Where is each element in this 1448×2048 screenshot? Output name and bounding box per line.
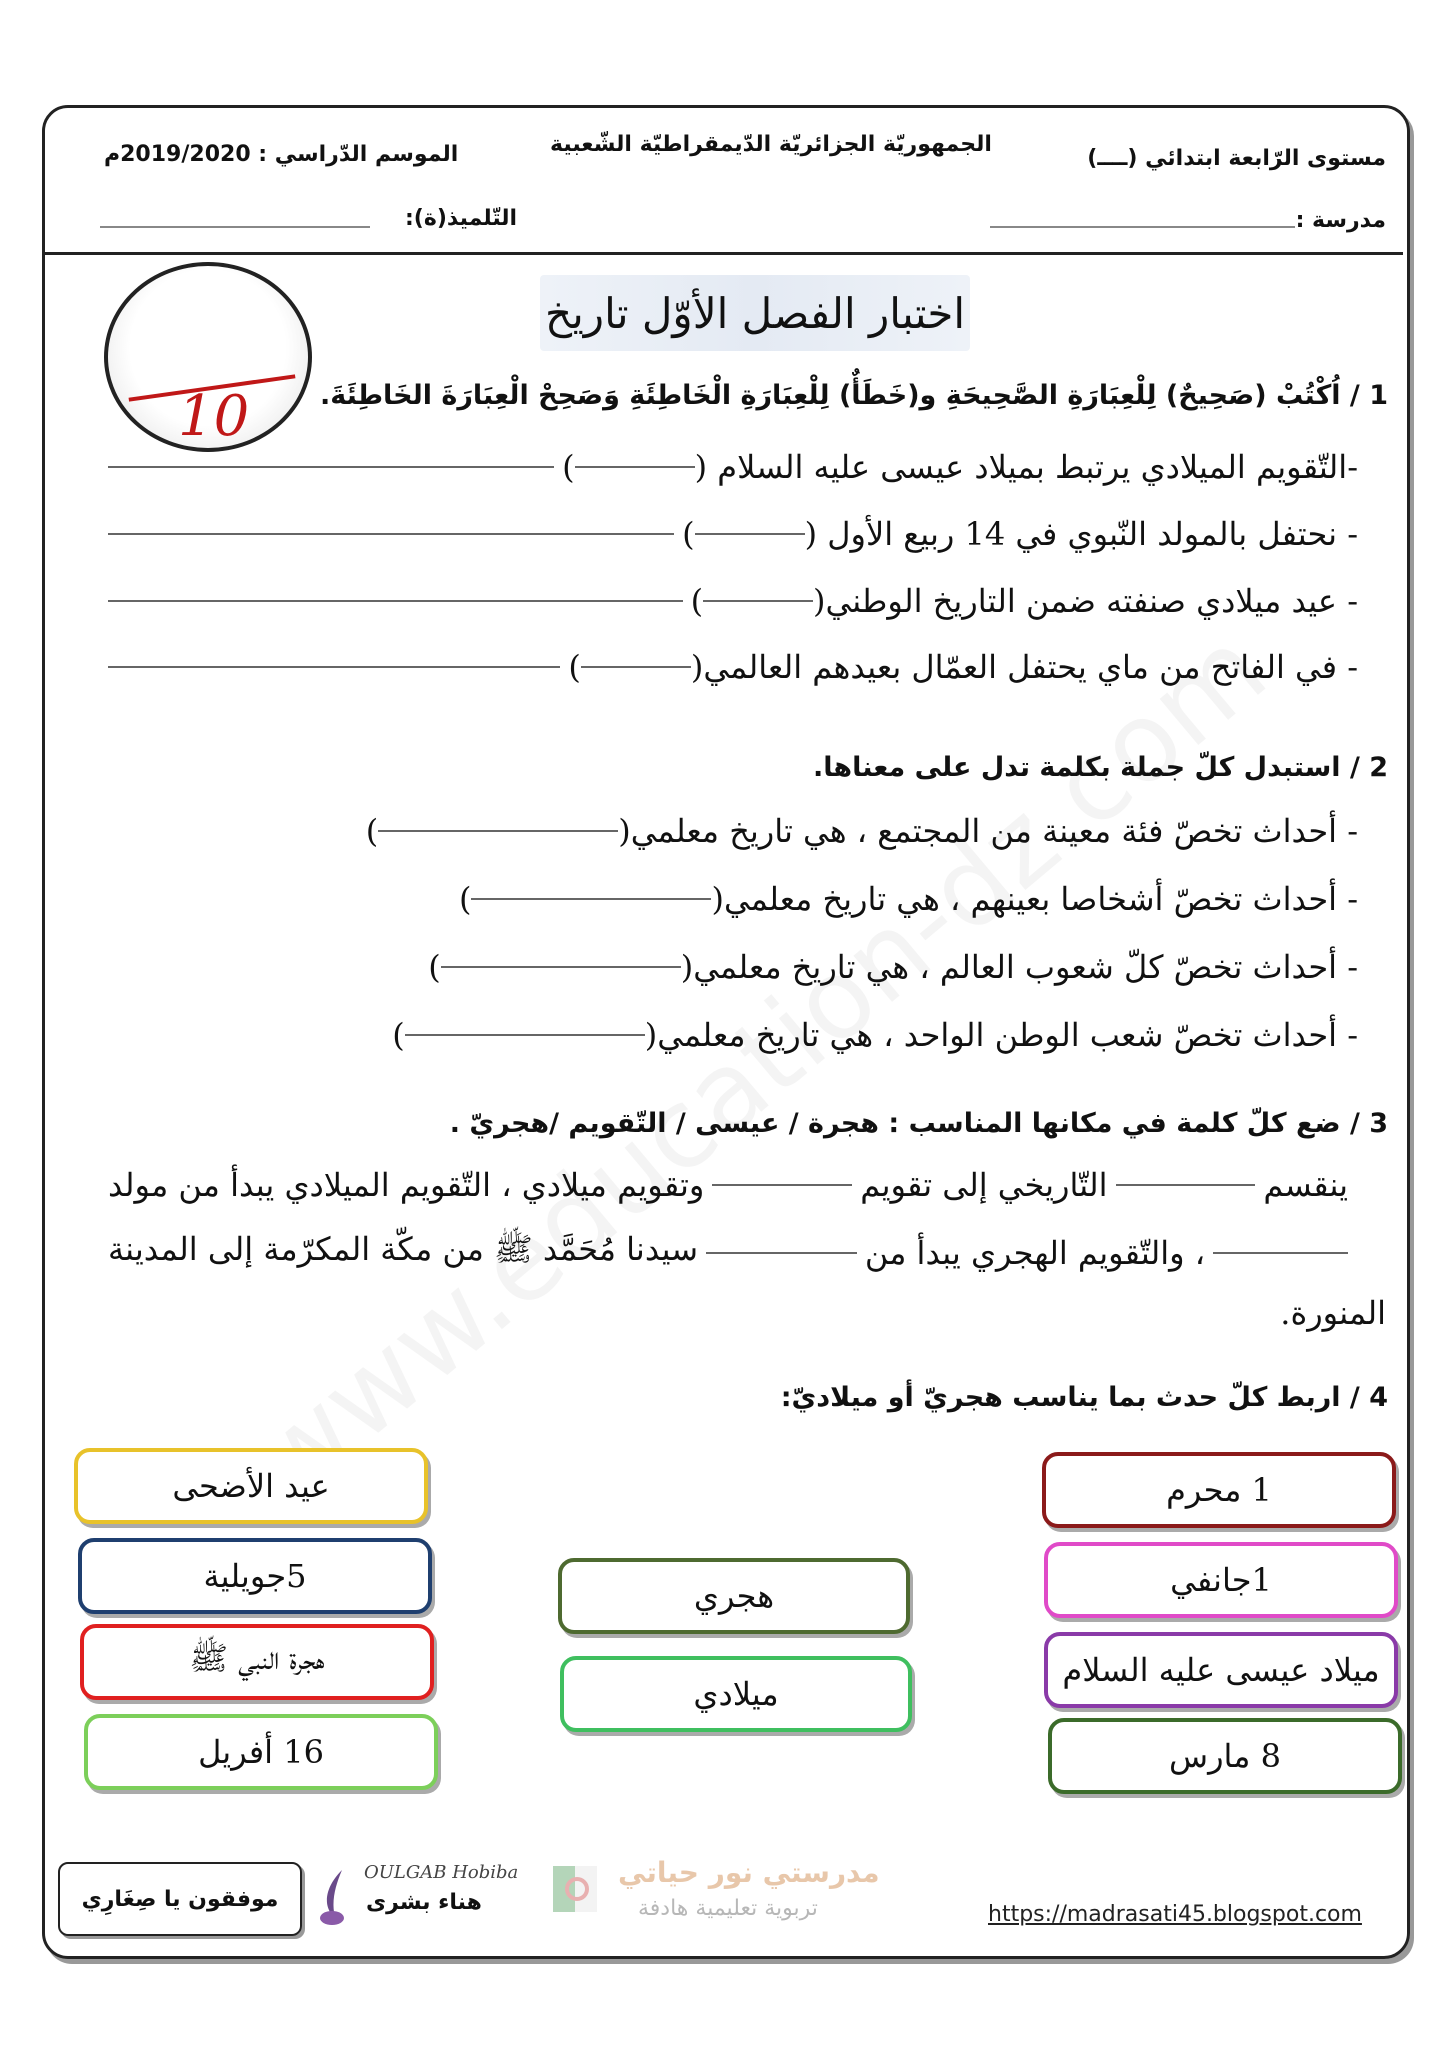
q1-item: - نحتفل بالمولد النّبوي في 14 ربيع الأول (: [804, 515, 1358, 553]
answer-blank[interactable]: [575, 466, 695, 468]
q3-line-2: [108, 1230, 1348, 1276]
fill-blank[interactable]: [706, 1252, 857, 1254]
q1-row-1: -التّقويم الميلادي يرتبط بميلاد عيسى عليه السلام ( ): [108, 448, 1358, 486]
q4-prompt: 4 / اربط كلّ حدث بما يناسب هجريّ أو ميلاديّ:: [780, 1382, 1388, 1413]
correction-blank[interactable]: [108, 666, 560, 668]
q3-text: التّاريخي إلى تقويم: [860, 1166, 1108, 1204]
q1-row-2: - نحتفل بالمولد النّبوي في 14 ربيع الأول ( ): [108, 515, 1358, 553]
school-label: مدرسة :: [1295, 208, 1386, 233]
q3-text: ، والتّقويم الهجري يبدأ من: [864, 1234, 1206, 1272]
q2-item: - أحداث تخصّ شعب الوطن الواحد ، هي تاريخ معلمي(: [644, 1016, 1358, 1054]
correction-blank[interactable]: [108, 533, 674, 535]
event-box-16-april[interactable]: 16 أفريل: [84, 1714, 438, 1790]
q3-line-1: [108, 1166, 1348, 1204]
q2-item: - أحداث تخصّ فئة معينة من المجتمع ، هي تاريخ معلمي(: [618, 812, 1358, 850]
q3-prompt: 3 / ضع كلّ كلمة في مكانها المناسب : هجرة / عيسى / التّقويم /هجريّ .: [449, 1108, 1388, 1139]
good-luck-box: موفقون يا صِغَارِي: [58, 1862, 302, 1936]
event-box-birth-of-isa[interactable]: ميلاد عيسى عليه السلام: [1044, 1632, 1398, 1708]
score-value: 10: [178, 384, 250, 449]
event-box-1-january[interactable]: 1جانفي: [1044, 1542, 1398, 1618]
q2-row-3: - أحداث تخصّ كلّ شعوب العالم ، هي تاريخ معلمي( ): [428, 948, 1358, 986]
header-divider: [45, 252, 1403, 255]
event-box-eid-al-adha[interactable]: عيد الأضحى: [74, 1448, 428, 1524]
q3-text: ينقسم: [1263, 1166, 1348, 1204]
logo-title: مدرستي نور حياتي: [618, 1856, 880, 1889]
q2-prompt: 2 / استبدل كلّ جملة بكلمة تدل على معناها.: [813, 752, 1388, 783]
category-box-miladi[interactable]: ميلادي: [560, 1656, 912, 1732]
q1-item: - عيد ميلادي صنفته ضمن التاريخ الوطني(: [813, 582, 1358, 620]
flag-emblem-icon: [548, 1856, 608, 1926]
answer-blank[interactable]: [441, 966, 681, 968]
author-name: هناء بشرى: [366, 1890, 482, 1915]
q3-text: سيدنا مُحَمَّد ﷺ من مكّة المكرّمة إلى المدينة: [108, 1230, 699, 1268]
q2-row-2: - أحداث تخصّ أشخاصا بعينهم ، هي تاريخ معلمي( ): [458, 880, 1358, 918]
answer-blank[interactable]: [405, 1034, 645, 1036]
q1-item: -التّقويم الميلادي يرتبط بميلاد عيسى عليه السلام (: [694, 448, 1358, 486]
q1-item: - في الفاتح من ماي يحتفل العمّال بعيدهم العالمي(: [690, 648, 1358, 686]
answer-blank[interactable]: [695, 533, 805, 535]
author-signature: [316, 1862, 519, 1932]
q2-item: - أحداث تخصّ أشخاصا بعينهم ، هي تاريخ معلمي(: [711, 880, 1358, 918]
correction-blank[interactable]: [108, 466, 554, 468]
blog-link[interactable]: https://madrasati45.blogspot.com: [988, 1902, 1362, 1927]
q2-row-4: - أحداث تخصّ شعب الوطن الواحد ، هي تاريخ معلمي( ): [392, 1016, 1358, 1054]
answer-blank[interactable]: [471, 898, 711, 900]
page-title: اختبار الفصل الأوّل تاريخ: [540, 275, 970, 351]
logo-subtitle: تربوية تعليمية هادفة: [638, 1896, 818, 1921]
q3-line-3: المنورة.: [1280, 1294, 1386, 1332]
event-box-1-muharram[interactable]: 1 محرم: [1042, 1452, 1396, 1528]
fill-blank[interactable]: [1213, 1252, 1348, 1254]
signature-text: OULGAB Hobiba: [364, 1862, 519, 1883]
school-logo: [548, 1852, 880, 1932]
fill-blank[interactable]: [1116, 1184, 1256, 1186]
answer-blank[interactable]: [703, 600, 813, 602]
q3-text: وتقويم ميلادي ، التّقويم الميلادي يبدأ من مولد: [108, 1166, 705, 1204]
category-box-hijri[interactable]: هجري: [558, 1558, 910, 1634]
q2-row-1: - أحداث تخصّ فئة معينة من المجتمع ، هي تاريخ معلمي( ): [365, 812, 1358, 850]
q1-prompt: 1 / اُكْتُبْ (صَحِيحٌ) لِلْعِبَارَةِ الصَّحِيحَةِ و(خَطَأٌ) لِلْعِبَارَةِ الْخَاطِئَةِ وَصَحِحْ الْعِبَارَةَ الخَاطِئَةَ.: [319, 380, 1388, 411]
correction-blank[interactable]: [108, 600, 683, 602]
event-box-5-july[interactable]: 5جويلية: [78, 1538, 432, 1614]
quill-icon: [316, 1868, 352, 1928]
answer-blank[interactable]: [378, 830, 618, 832]
level-label: مستوى الرّابعة ابتدائي (ــــ): [1087, 146, 1386, 171]
q1-row-4: - في الفاتح من ماي يحتفل العمّال بعيدهم العالمي( ): [108, 648, 1358, 686]
answer-blank[interactable]: [581, 666, 691, 668]
score-circle: [104, 262, 312, 452]
fill-blank[interactable]: [712, 1184, 852, 1186]
event-box-8-march[interactable]: 8 مارس: [1048, 1718, 1402, 1794]
student-label: التّلميذ(ة):: [405, 206, 518, 231]
season-label: الموسم الدّراسي : 2019/2020م: [104, 142, 459, 167]
student-line[interactable]: [100, 226, 370, 228]
republic-label: الجمهوريّة الجزائريّة الدّيمقراطيّة الشّعبية: [550, 132, 992, 157]
school-line[interactable]: [990, 226, 1295, 228]
event-box-hijra[interactable]: هجرة النبي ﷺ: [80, 1624, 434, 1700]
q2-item: - أحداث تخصّ كلّ شعوب العالم ، هي تاريخ معلمي(: [680, 948, 1358, 986]
q1-row-3: - عيد ميلادي صنفته ضمن التاريخ الوطني( ): [108, 582, 1358, 620]
